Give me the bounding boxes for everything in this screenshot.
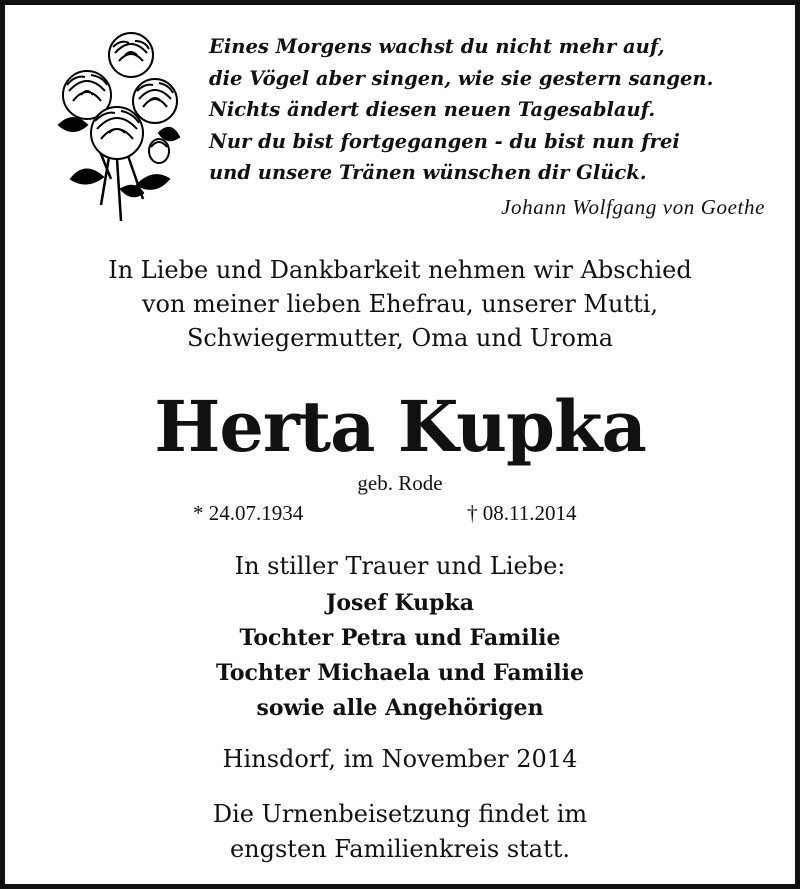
mourner-name: Josef Kupka [325, 590, 475, 616]
mourning-title: In stiller Trauer und Liebe: [234, 552, 566, 580]
intro-line: Schwiegermutter, Oma und Uroma [186, 324, 614, 352]
poem-author: Johann Wolfgang von Goethe [501, 195, 765, 219]
poem-line: die Vögel aber singen, wie sie gestern sangen. [209, 66, 714, 90]
intro-line: In Liebe und Dankbarkeit nehmen wir Abschied [108, 256, 692, 284]
deceased-name: Herta Kupka [154, 385, 646, 468]
mourner-name: sowie alle Angehörigen [256, 695, 544, 721]
mourner-name: Tochter Michaela und Familie [216, 660, 584, 686]
burial-note [5, 797, 795, 867]
poem-line: und unsere Tränen wünschen dir Glück. [209, 161, 647, 184]
intro-text [5, 253, 795, 355]
mourners-list [5, 586, 795, 726]
death-date: † 08.11.2014 [467, 501, 577, 525]
poem-line: Nichts ändert diesen neuen Tagesablauf. [209, 98, 656, 121]
poem-line: Nur du bist fortgegangen - du bist nun frei [209, 129, 680, 153]
intro-line: von meiner lieben Ehefrau, unserer Mutti, [141, 290, 659, 318]
place-date: Hinsdorf, im November 2014 [222, 745, 578, 773]
roses-icon [51, 29, 181, 225]
poem [209, 31, 779, 189]
poem-line: Eines Morgens wachst du nicht mehr auf, [209, 35, 665, 58]
note-line: engsten Familienkreis statt. [229, 835, 571, 863]
mourner-name: Tochter Petra und Familie [239, 625, 561, 651]
maiden-name: geb. Rode [357, 471, 443, 495]
birth-date: * 24.07.1934 [193, 501, 304, 525]
note-line: Die Urnenbeisetzung findet im [212, 800, 588, 828]
